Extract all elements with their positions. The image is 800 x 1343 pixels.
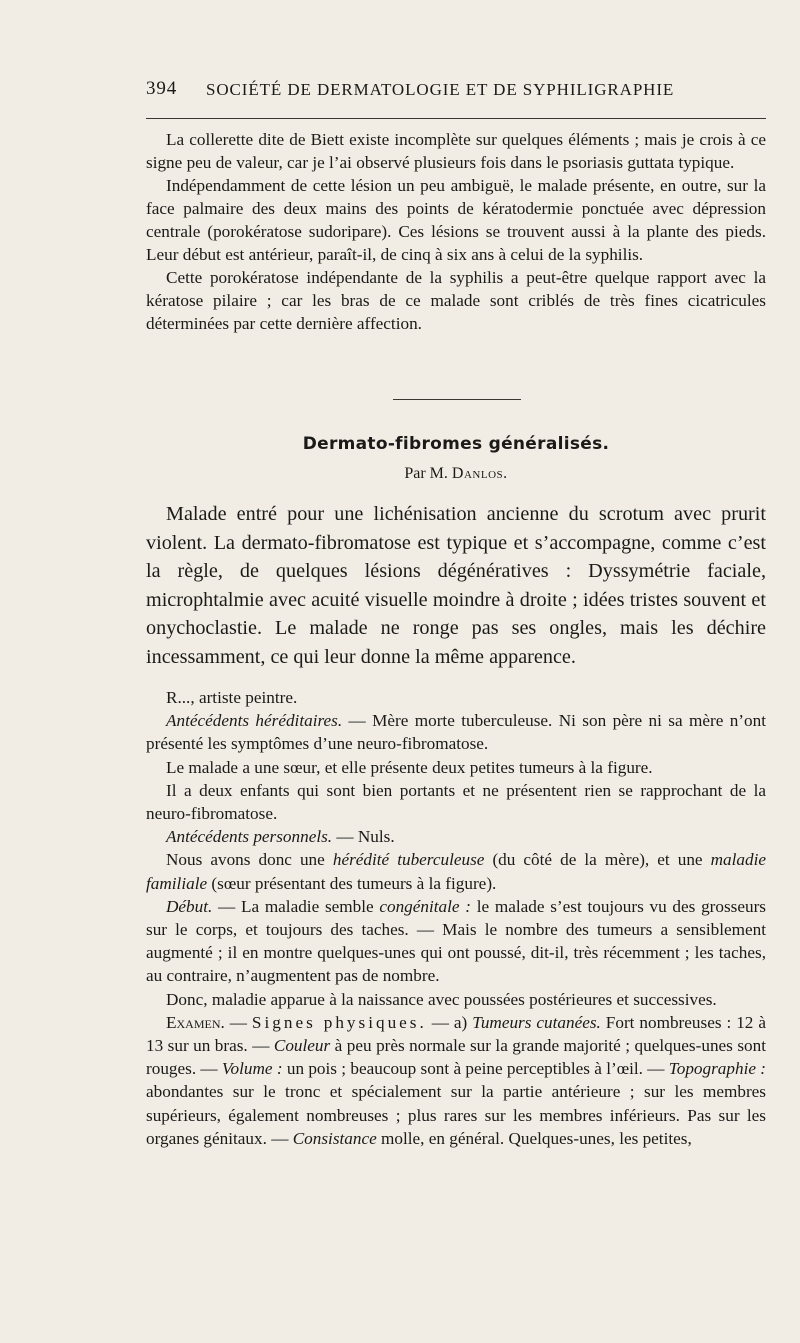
heredity-text-2: (du côté de la mère), et une — [484, 850, 711, 870]
exam-italic-4: Topographie : — [668, 1059, 767, 1079]
case-report-text — [146, 686, 766, 1150]
summary-paragraph: Malade entré pour une lichénisation ancienne du scrotum avec prurit violent. La dermato-fibromatose est typique et s’accompagne, comme c’est la règle, de quelques lésions dégénératives : Dyssymétrie faciale, microphtalmie avec acuité visuelle moindre à droite ; idées tristes souvent et onychoclastie. Le malade ne ronge pas ses ongles, mais les déchire incessamment, ce qui leur donne la même apparence. — [146, 503, 766, 668]
heredity-text-3: (sœur présentant des tumeurs à la figure). — [207, 873, 497, 893]
patient-line: R..., artiste peintre. — [166, 688, 298, 707]
onset-paragraph — [146, 895, 766, 988]
personal-history — [146, 825, 766, 848]
examination-label: Examen. — [166, 1012, 225, 1032]
exam-italic-3: Volume : — [221, 1059, 283, 1079]
exam-text-5: un pois ; beaucoup sont à peine perceptibles à l’œil. — — [282, 1059, 669, 1079]
exam-text-6: abondantes sur le tronc et spécialement sur la partie antérieure ; sur les membres supérieurs, également nombreuses ; plus rares sur les membres inférieurs. Pas sur les organes génitaux. — — [146, 1082, 766, 1148]
examination-paragraph — [146, 1011, 766, 1150]
exam-text-7: molle, en général. Quelques-unes, les petites, — [376, 1128, 692, 1148]
personal-label: Antécédents personnels. — [166, 827, 333, 847]
header-rule — [146, 118, 766, 119]
exam-italic-1: Tumeurs cutanées. — [472, 1012, 601, 1032]
previous-article-text — [146, 128, 766, 335]
byline-prefix: Par M. — [404, 465, 448, 482]
article-summary — [146, 500, 766, 671]
article-byline — [146, 465, 766, 483]
onset-text-2: le malade s’est toujours vu des grosseurs sur le corps, et toujours des taches. — Mais le nombre des tumeurs a sensiblement augmenté ; il en montre quelques-unes qui ont poussé, dit-il, très récemment ; les taches, au contraire, n’augmentent pas de nombre. — [146, 896, 766, 986]
paragraph-collerette: La collerette dite de Biett existe incomplète sur quelques éléments ; mais je crois à ce signe peu de valeur, car je l’ai observé plusieurs fois dans le psoriasis guttata typique. — [146, 130, 766, 172]
exam-text-1: — — [224, 1012, 252, 1032]
hereditary-history — [146, 709, 766, 755]
heredity-text-1: Nous avons donc une — [166, 850, 333, 870]
exam-spaced-heading: Signes physiques. — [251, 1012, 427, 1032]
sister-paragraph: Le malade a une sœur, et elle présente deux petites tumeurs à la figure. — [166, 757, 653, 777]
onset-italic: congénitale : — [379, 896, 471, 916]
running-header — [146, 78, 766, 104]
onset-text-1: — La maladie semble — [212, 896, 380, 916]
author-name: Danlos. — [451, 465, 508, 482]
article-title: Dermato-fibromes généralisés. — [302, 434, 610, 454]
onset-label: Début. — [166, 896, 213, 916]
exam-text-4: à peu près normale sur la grande majorité ; quelques-unes sont rouges. — — [146, 1036, 766, 1079]
personal-text: — Nuls. — [332, 827, 395, 847]
exam-italic-2: Couleur — [273, 1036, 331, 1056]
exam-text-2: — a) — [426, 1012, 473, 1032]
conclusion-paragraph: Donc, maladie apparue à la naissance avec poussées postérieures et successives. — [166, 989, 717, 1009]
paragraph-porokeratose: Cette porokératose indépendante de la syphilis a peut-être quelque rapport avec la kératose pilaire ; car les bras de ce malade sont criblés de très fines cicatricules déterminées par cette dernière affection. — [146, 268, 766, 333]
hereditary-label: Antécédents héréditaires. — [166, 711, 343, 731]
exam-text-3: Fort nombreuses : 12 à 13 sur un bras. — — [146, 1012, 766, 1056]
hereditary-text: — Mère morte tuberculeuse. Ni son père ni sa mère n’ont présenté les symptômes d’une neuro-fibromatose. — [146, 711, 766, 754]
heredity-italic-1: hérédité tuberculeuse — [332, 850, 485, 870]
heredity-summary — [146, 848, 766, 894]
page-number: 394 — [146, 78, 178, 99]
section-divider — [393, 399, 521, 400]
paragraph-keratodermie: Indépendamment de cette lésion un peu ambiguë, le malade présente, en outre, sur la face palmaire des deux mains des points de kératodermie ponctuée avec dépression centrale (porokératose sudoripare). Ces lésions se trouvent aussi à la plante des pieds. Leur début est antérieur, paraît-il, de cinq à six ans à celui de la syphilis. — [146, 176, 766, 264]
exam-italic-5: Consistance — [292, 1128, 377, 1148]
children-paragraph: Il a deux enfants qui sont bien portants et ne présentent rien se rapprochant de la neuro-fibromatose. — [146, 780, 766, 824]
running-head-title: SOCIÉTÉ DE DERMATOLOGIE ET DE SYPHILIGRAPHIE — [206, 80, 675, 99]
heredity-italic-2: maladie familiale — [146, 850, 766, 893]
